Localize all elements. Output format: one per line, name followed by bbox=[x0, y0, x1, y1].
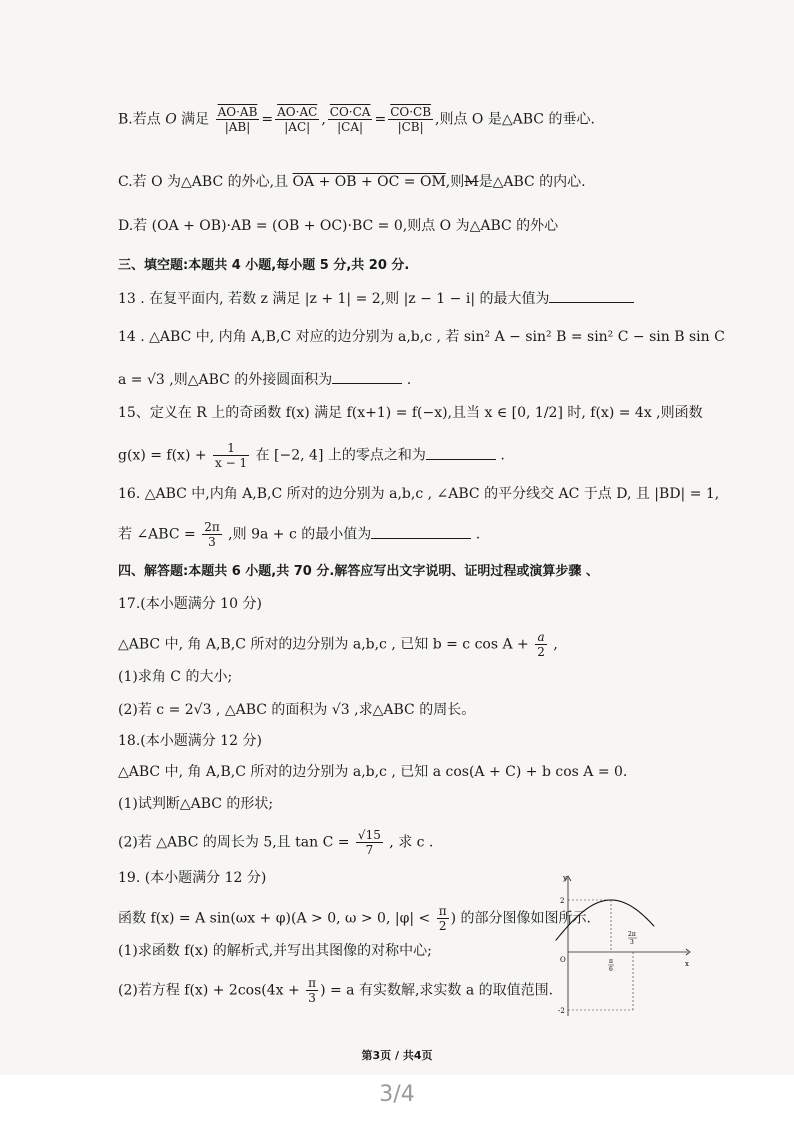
struck-letter: M bbox=[464, 174, 479, 190]
q15-line2: g(x) = f(x) + $\frac{1}{x - 1}$ 在 [−2, 4] 上的零点之和为 . bbox=[118, 441, 505, 470]
point-o: O bbox=[165, 111, 177, 128]
pi-6-num: π bbox=[609, 958, 613, 965]
frac-3: $\frac{CO\cdot CA}{|CA|}$ bbox=[329, 105, 371, 134]
page-indicator: 3/4 bbox=[379, 1082, 415, 1107]
q17-part1: (1)求角 C 的大小; bbox=[118, 669, 233, 685]
option-b-tail: ,则点 O 是△ABC 的垂心. bbox=[435, 111, 595, 128]
section-3-heading: 三、填空题:本题共 4 小题,每小题 5 分,共 20 分. bbox=[118, 258, 410, 273]
q18-part1: (1)试判断△ABC 的形状; bbox=[118, 796, 274, 812]
frac-pi-3: $\frac{\pi}{3}$ bbox=[308, 976, 317, 1005]
option-d: D.若 (OA + OB)·AB = (OB + OC)·BC = 0,则点 O 为△ABC 的外心 bbox=[118, 218, 559, 234]
q15-line1: 15、定义在 R 上的奇函数 f(x) 满足 f(x+1) = f(−x),且当 x ∈ [0, 1/2] 时, f(x) = 4x ,则函数 bbox=[118, 405, 703, 421]
2pi-3-den: 3 bbox=[630, 939, 634, 946]
q16-line2: 若 ∠ABC = $\frac{2\pi}{3}$ ,则 9a + c 的最小值为 . bbox=[118, 520, 481, 549]
x-axis-label: x bbox=[685, 960, 689, 968]
answer-blank bbox=[426, 445, 496, 460]
option-c: C.若 O 为△ABC 的外心,且 OA + OB + OC = OM,则M是△ABC 的内心. bbox=[118, 174, 586, 190]
q19-title: 19. (本小题满分 12 分) bbox=[118, 870, 267, 886]
option-b-cond: 满足 bbox=[176, 111, 214, 128]
frac-4: $\frac{CO\cdot CB}{|CB|}$ bbox=[390, 105, 432, 134]
q18-stem: △ABC 中, 角 A,B,C 所对的边分别为 a,b,c , 已知 a cos(A + C) + b cos A = 0. bbox=[118, 764, 628, 780]
q19-part1: (1)求函数 f(x) 的解析式,并写出其图像的对称中心; bbox=[118, 943, 432, 959]
frac-2pi-3: $\frac{2\pi}{3}$ bbox=[204, 520, 220, 549]
answer-blank bbox=[371, 524, 471, 539]
q17-part2: (2)若 c = 2√3 , △ABC 的面积为 √3 ,求△ABC 的周长。 bbox=[118, 702, 476, 718]
answer-blank bbox=[332, 369, 402, 384]
pi-6-den: 6 bbox=[609, 966, 613, 973]
frac-2: $\frac{AO\cdot AC}{|AC|}$ bbox=[277, 105, 318, 134]
y-max-label: 2 bbox=[560, 897, 565, 905]
frac-1-over-x-1: $\frac{1}{x - 1}$ bbox=[215, 441, 248, 470]
frac-a-2: $\frac{a}{2}$ bbox=[537, 630, 545, 659]
q14-line1: 14 . △ABC 中, 内角 A,B,C 对应的边分别为 a,b,c , 若 sin² A − sin² B = sin² C − sin B sin C bbox=[118, 329, 725, 345]
y-min-label: -2 bbox=[558, 1007, 565, 1015]
option-b-prefix: B.若点 bbox=[118, 111, 166, 128]
q19-stem: 函数 f(x) = A sin(ωx + φ)(A > 0, ω > 0, |φ| < $\frac{\pi}{2}$ ) 的部分图像如图所示. bbox=[118, 904, 591, 933]
q17-title: 17.(本小题满分 10 分) bbox=[118, 596, 262, 612]
origin-label: O bbox=[560, 956, 566, 964]
vector-sum: OA + OB + OC = OM bbox=[292, 174, 446, 190]
q14-line2: a = √3 ,则△ABC 的外接圆面积为 . bbox=[118, 369, 754, 390]
q17-stem: △ABC 中, 角 A,B,C 所对的边分别为 a,b,c , 已知 b = c cos A + $\frac{a}{2}$ , bbox=[118, 630, 558, 659]
option-b: B.若点 O 满足 $\frac{AO\cdot AB}{|AB|}$ = $\frac{AO\cdot AC}{|AC|}$ , $\frac{CO\cdot CA}{|CA|}$ = $\frac{CO\cdot CB}{|CB|}$ ,则点 O 是△ABC 的垂心. bbox=[118, 105, 595, 134]
answer-blank bbox=[549, 288, 634, 303]
page-footer: 第3页 / 共4页 bbox=[361, 1049, 433, 1062]
frac-1: $\frac{AO\cdot AB}{|AB|}$ bbox=[217, 105, 258, 134]
q18-title: 18.(本小题满分 12 分) bbox=[118, 733, 262, 749]
q18-part2: (2)若 △ABC 的周长为 5,且 tan C = $\frac{√15}{7}$ , 求 c . bbox=[118, 828, 434, 857]
section-4-heading: 四、解答题:本题共 6 小题,共 70 分.解答应写出文字说明、证明过程或演算步骤 、 bbox=[118, 564, 599, 579]
sine-graph bbox=[553, 870, 703, 1020]
q19-part2: (2)若方程 f(x) + 2cos(4x + $\frac{\pi}{3}$ ) = a 有实数解,求实数 a 的取值范围. bbox=[118, 976, 554, 1005]
q16-line1: 16. △ABC 中,内角 A,B,C 所对的边分别为 a,b,c , ∠ABC 的平分线交 AC 于点 D, 且 |BD| = 1, bbox=[118, 486, 720, 502]
q13: 13 . 在复平面内, 若数 z 满足 |z + 1| = 2,则 |z − 1 − i| 的最大值为 bbox=[118, 288, 754, 309]
sine-curve bbox=[556, 900, 654, 940]
y-axis-label: y bbox=[563, 874, 567, 882]
frac-pi-2: $\frac{\pi}{2}$ bbox=[438, 904, 447, 933]
frac-sqrt15-7: $\frac{√15}{7}$ bbox=[357, 828, 381, 857]
2pi-3-num: 2π bbox=[628, 931, 636, 938]
